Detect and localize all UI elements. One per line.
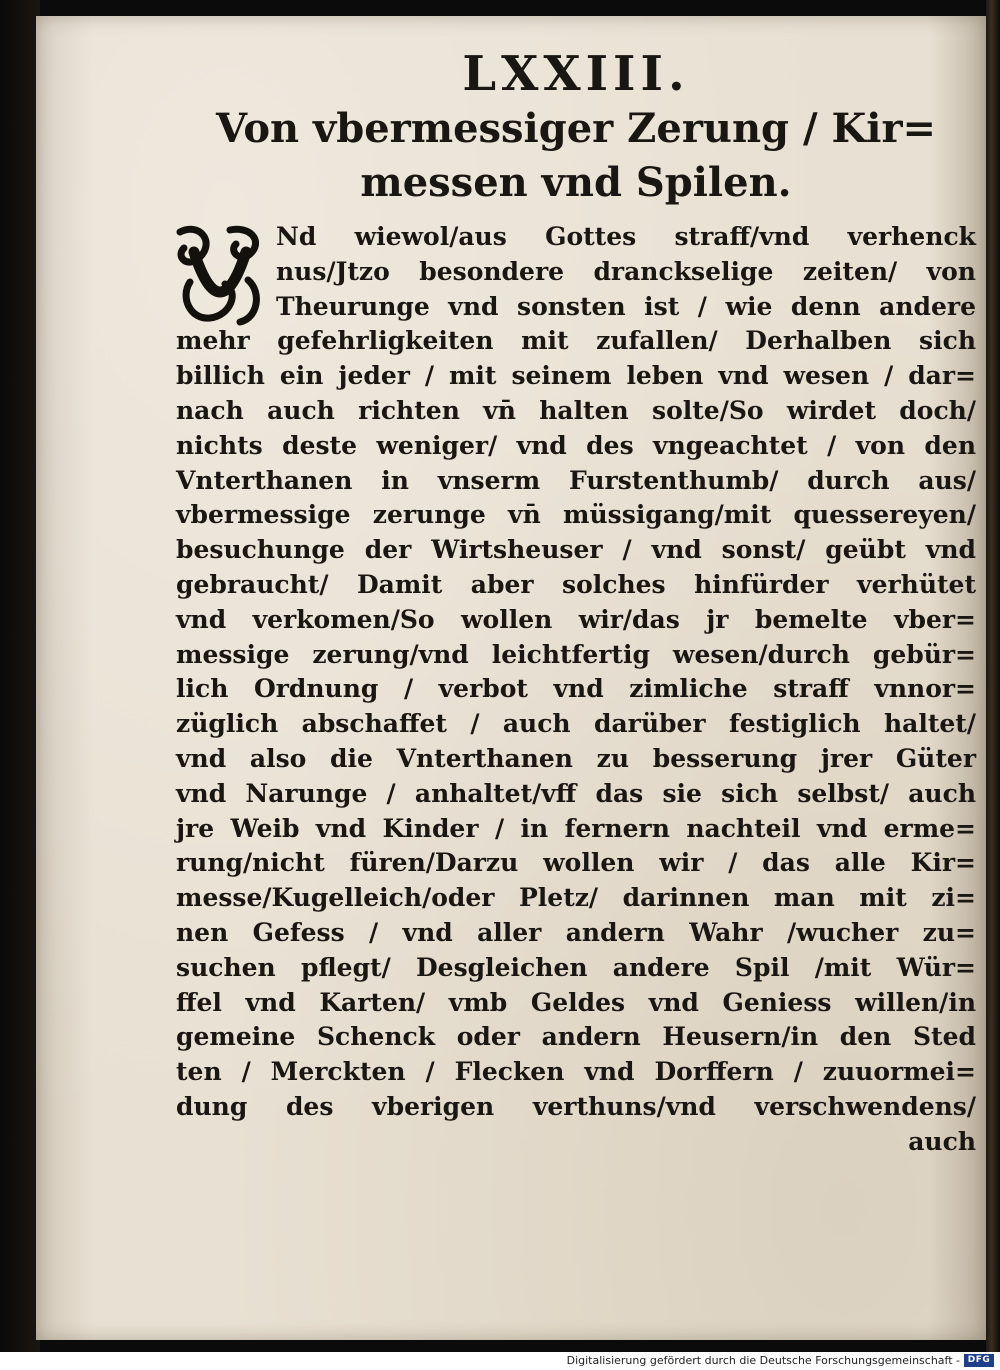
chapter-title-line: Von vbermessiger Zerung / Kir= <box>215 105 937 152</box>
body-text-line: auch <box>908 1126 976 1156</box>
page-content <box>176 46 976 1160</box>
page-gutter-shadow <box>0 0 40 1352</box>
body-text-line: messige zerung/vnd leichtfertig wesen/durch gebür= <box>176 639 976 669</box>
body-text-line: vnd Narunge / anhaltet/vff das sie sich selbst/ auch <box>176 778 976 808</box>
body-text-line: nen Gefess / vnd aller andern Wahr /wucher zu= <box>176 917 976 947</box>
chapter-number: LXXIII. <box>462 46 690 102</box>
chapter-title-line: messen vnd Spilen. <box>360 159 792 206</box>
body-text-line: nichts deste weniger/ vnd des vngeachtet / von den <box>176 430 976 460</box>
document-page <box>36 16 986 1340</box>
body-text-line: rung/nicht füren/Darzu wollen wir / das alle Kir= <box>176 848 976 878</box>
body-text-line: jre Weib vnd Kinder / in fernern nachteil vnd erme= <box>176 813 976 843</box>
body-text-line: Vnterthanen in vnserm Furstenthumb/ durch aus/ <box>176 465 976 495</box>
body-text <box>176 220 976 1160</box>
body-text-line: lich Ordnung / verbot vnd zimliche straff vnnor= <box>176 674 976 704</box>
body-text-line: gebraucht/ Damit aber solches hinfürder verhütet <box>176 569 976 599</box>
body-text-line: nus/Jtzo besondere dranckselige zeiten/ von <box>276 256 976 286</box>
body-text-line: dung des vberigen verthuns/vnd verschwendens/ <box>176 1091 976 1121</box>
body-text-line: züglich abschaffet / auch darüber festiglich haltet/ <box>176 709 976 739</box>
dfg-logo-icon: DFG <box>964 1354 994 1367</box>
body-text-line: vnd also die Vnterthanen zu besserung jrer Güter <box>176 743 976 773</box>
body-text-line: nach auch richten vn̄ halten solte/So wirdet doch/ <box>176 395 976 425</box>
body-text-line: ffel vnd Karten/ vmb Geldes vnd Geniess willen/in <box>176 987 976 1017</box>
body-text-line: Nd wiewol/aus Gottes straff/vnd verhenck <box>276 222 976 251</box>
body-text-line: besuchunge der Wirtsheuser / vnd sonst/ geübt vnd <box>176 535 976 565</box>
body-text-line: ten / Merckten / Flecken vnd Dorffern / zuuormei= <box>176 1057 976 1087</box>
body-text-line: suchen pflegt/ Desgleichen andere Spil /mit Wür= <box>176 952 976 982</box>
body-text-line: vnd verkomen/So wollen wir/das jr bemelte vber= <box>176 604 976 634</box>
chapter-title <box>176 102 976 210</box>
body-text-line: vbermessige zerunge vn̄ müssigang/mit quessereyen/ <box>176 500 976 530</box>
digitization-credit: Digitalisierung gefördert durch die Deutsche Forschungsgemeinschaft - <box>566 1354 960 1367</box>
body-text-line: messe/Kugelleich/oder Pletz/ darinnen man mit zi= <box>176 883 976 913</box>
body-text-line: gemeine Schenck oder andern Heusern/in den Sted <box>176 1022 976 1052</box>
body-text-line: mehr gefehrligkeiten mit zufallen/ Derhalben sich <box>176 326 976 356</box>
body-text-line: billich ein jeder / mit seinem leben vnd wesen / dar= <box>176 361 976 391</box>
book-edge <box>986 0 1000 1352</box>
body-text-line: Theurunge vnd sonsten ist / wie denn andere <box>276 291 976 321</box>
